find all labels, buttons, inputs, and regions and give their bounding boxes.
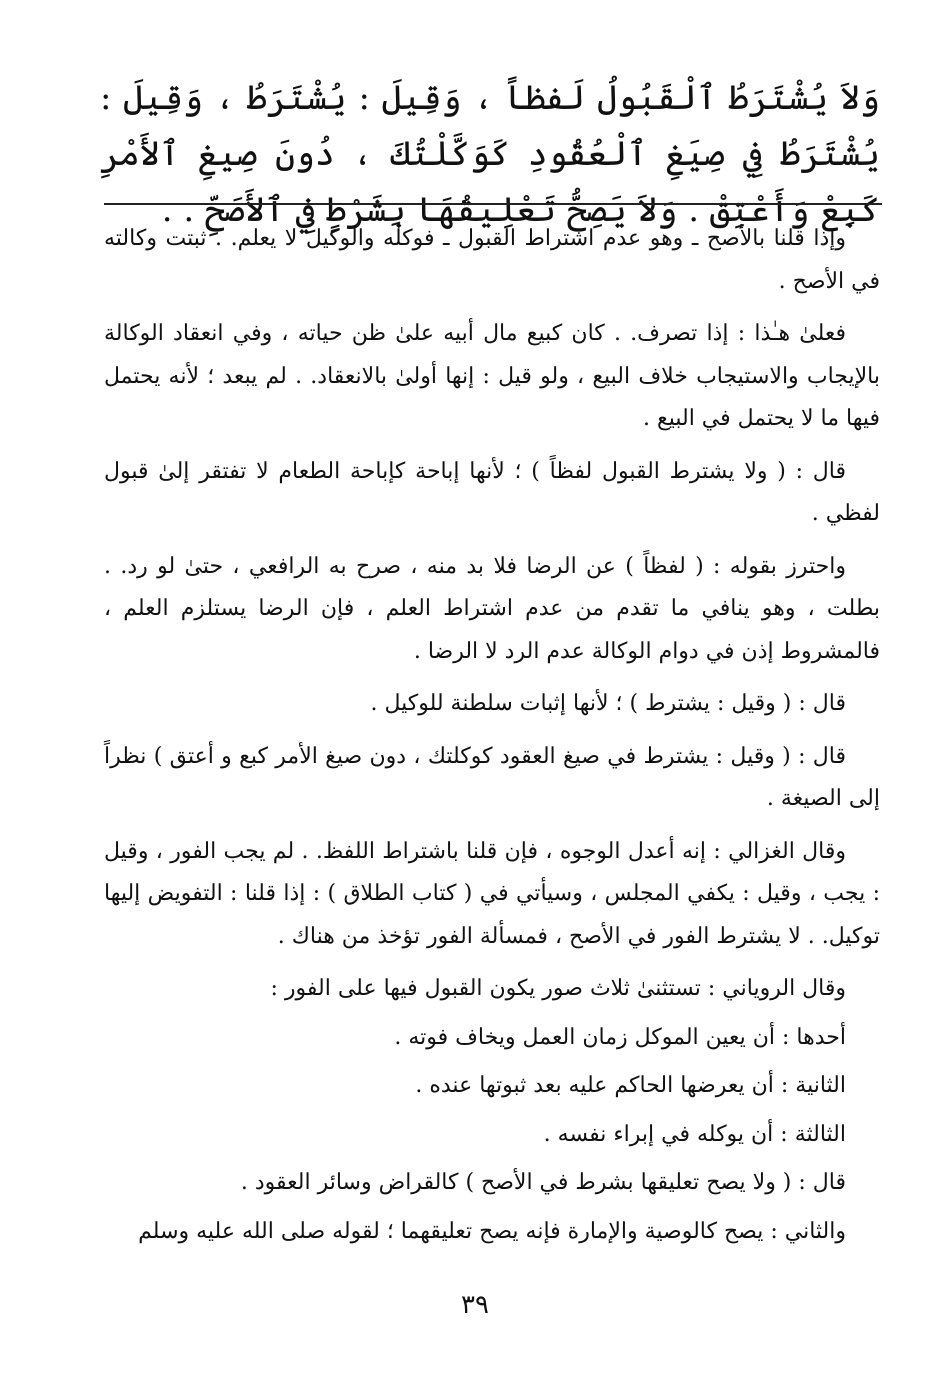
commentary-paragraph: أحدها : أن يعين الموكل زمان العمل ويخاف فوته . <box>394 1024 846 1050</box>
commentary-paragraph: فعلىٰ هـٰذا : إذا تصرف. . كان كبيع مال أبيه علىٰ ظن حياته ، وفي انعقاد الوكالة بالإيجاب والاستيجاب خلاف البيع ، ولو قيل : إنها أولىٰ بالانعقاد. . لم يبعد ؛ لأنه يحتمل فيها ما لا يحتمل في البيع . <box>104 321 880 431</box>
page-number: ٣٩ <box>461 1290 489 1320</box>
commentary-paragraph: قال : ( وقيل : يشترط في صيغ العقود كوكلتك ، دون صيغ الأمر كبع و أعتق ) نظراً إلى الصيغة . <box>104 743 880 811</box>
commentary <box>104 218 880 1259</box>
separator-line <box>104 203 882 205</box>
commentary-paragraph: وقال الغزالي : إنه أعدل الوجوه ، فإن قلنا باشتراط اللفظ. . لم يجب الفور ، وقيل : يجب ، وقيل : يكفي المجلس ، وسيأتي في ( كتاب الطلاق ) : إذا قلنا : التفويض إليها توكيل. . لا يشترط الفور في الأصح ، فمسألة الفور تؤخذ من هناك . <box>104 838 880 949</box>
commentary-paragraph: قال : ( ولا يصح تعليقها بشرط في الأصح ) كالقراض وسائر العقود . <box>240 1170 846 1195</box>
commentary-paragraph: وإذا قلنا بالأصح ـ وهو عدم اشتراط القبول ـ فوكله والوكيل لا يعلم. . ثبتت وكالته في الأصح . <box>104 226 880 294</box>
commentary-paragraph: والثاني : يصح كالوصية والإمارة فإنه يصح تعليقهما ؛ لقوله صلى الله عليه وسلم <box>138 1218 846 1244</box>
commentary-paragraph: الثالثة : أن يوكله في إبراء نفسه . <box>543 1121 846 1147</box>
commentary-paragraph: واحترز بقوله : ( لفظاً ) عن الرضا فلا بد منه ، صرح به الرافعي ، حتىٰ لو رد. . بطلت ، وهو ينافي ما تقدم من عدم اشتراط العلم ، فإن الرضا يستلزم العلم ، فالمشروط إذن في دوام الوكالة عدم الرد لا الرضا . <box>104 553 880 664</box>
commentary-paragraph: وقال الروياني : تستثنىٰ ثلاث صور يكون القبول فيها على الفور : <box>270 976 846 1001</box>
commentary-paragraph: الثانية : أن يعرضها الحاكم عليه بعد ثبوتها عنده . <box>415 1073 846 1098</box>
commentary-paragraph: قال : ( وقيل : يشترط ) ؛ لأنها إثبات سلطنة للوكيل . <box>370 691 846 716</box>
matn-text: وَلاَ يُشْتَرَطُ ٱلْقَبُولُ لَفظاً ، وَقِيلَ : يُشْتَرَطُ ، وَقِيلَ : يُشْتَرَطُ فِي صِيَغِ ٱلْعُقُودِ كَوَكَّلْتُكَ ، دُونَ صِيغِ ٱلأَمْرِ كَبِعْ وَأَعْتِقْ . وَلاَ يَصِحُّ تَعْلِيقُهَا بِشَرْطٍ فِي ٱلأَصَحِّ . . <box>100 78 880 230</box>
commentary-paragraph: قال : ( ولا يشترط القبول لفظاً ) ؛ لأنها إباحة كإباحة الطعام لا تفتقر إلىٰ قبول لفظي . <box>104 458 880 526</box>
